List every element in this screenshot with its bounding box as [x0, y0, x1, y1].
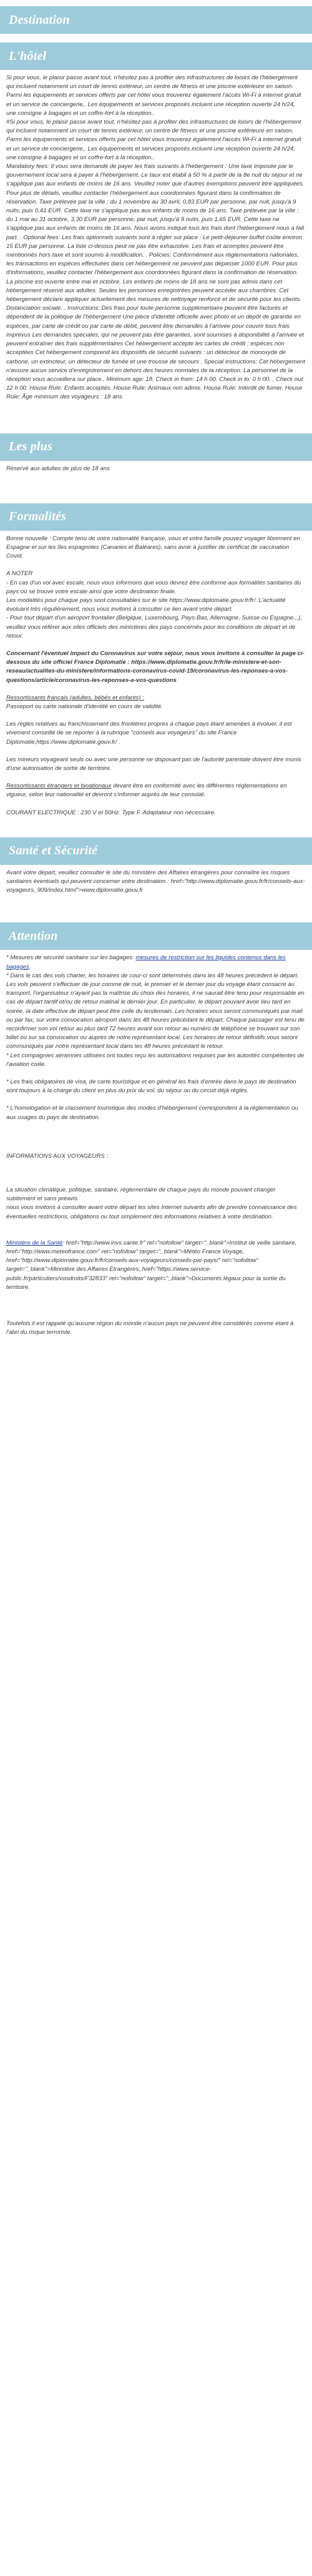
etrangers-body: devant être en conformité avec les différentes réglementations en vigueur, selon leur nationalité et devront s'informer auprès de leur consulat. — [6, 782, 287, 799]
ministere-sante-link[interactable]: Ministère de la Santé — [6, 1239, 63, 1246]
hotel-paragraph-3: Mandatory fees: Il vous sera demandé de payer les frais suivants à l'hébergement : Une taxe imposée par le gouvernement local sera à payer à l'hébergement. Le taux est établi à 50 % à partir de la 8e nuit du séjour et ne s'applique pas aux enfants de moins de 16 ans. Veuillez noter que d'autres exemptions peuvent être appliquées. Pour plus de détails, veuillez contacter l'hébergement aux coordonnées figurant dans la confirmation de réservation. Taxe prélevée par la ville : du 1 novembre au 30 avril, 0,83 EUR par personne, par nuit, jusqu'à 9 nuits, puis 0,41 EUR. Cette taxe ne s'applique pas aux enfants de moins de 16 ans. Taxe prélevée par la ville : du 1 mai au 31 octobre, 3,30 EUR par personne, par nuit, jusqu'à 9 nuits, puis 1,65 EUR. Cette taxe ne s'applique pas aux enfants de moins de 16 ans. Nous avons indiqué tous les frais dont l'hébergement nous a fait part. . Optional fees: Les frais optionnels suivants sont à régler sur place : Le petit-déjeuner buffet coûte environ 15 EUR par personne. La liste ci-dessus peut ne pas être exhaustive. Les frais et acomptes peuvent être mentionnés hors taxe et sont soumis à modification. . Policies: Conformément aux réglementations nationales, les transactions en espèces effectuées dans cet hébergement ne peuvent pas dépasser 1000 EUR. Pour plus d'informations, veuillez contacter l'hébergement aux coordonnées figurant dans la confirmation de réservation. La piscine est ouverte entre mai et octobre. Les enfants de moins de 18 ans ne sont pas admis dans cet hébergement réservé aux adultes. Seules les personnes enregistrées peuvent accéder aux chambres. Cet hébergement déclare appliquer actuellement des mesures de nettoyage renforcé et de sécurité pour les clients. Distanciation sociale. . Instructions: Des frais pour toute personne supplémentaire peuvent être facturés et dépendent de la politique de l'hébergement Une pièce d'identité officielle avec photo et un dépôt de garantie en espèces, par carte de crédit ou par carte de débit, peuvent être demandés à l'arrivée pour couvrir tous frais imprévus Les demandes spéciales, qui ne peuvent pas être garanties, sont soumises à disponibilité à l'arrivée et peuvent entraîner des frais supplémentaires Cet hébergement accepte les cartes de crédit ; espèces non acceptées Cet hébergement comprend les dispositifs de sécurité suivants : un détecteur de monoxyde de carbone, un extincteur, un détecteur de fumée et une trousse de secours . Special instructions: Cet hébergement n'assure aucun service d'enregistrement en dehors des heures normales de la réception. La personnel de la réception vous accueillera sur place.. Minimum age: 18. Check in from: 14 h 00. Check in to: 0 h 00. . Check out: 12 h 00. House Rule: Enfants acceptés. House Rule: Animaux non admis. House Rule: Interdit de fumer. House Rule: Âge minimum des voyageurs : 18 ans. — [6, 163, 305, 401]
section-header-formalites — [0, 503, 312, 531]
section-header-destination — [0, 6, 312, 34]
ministere-paragraph — [6, 1239, 306, 1292]
anoter-title: A NOTER — [6, 570, 33, 578]
ressortissants-body: Passeport ou carte nationale d'identité en cours de validité. — [6, 703, 163, 710]
etrangers-paragraph — [6, 782, 306, 799]
section-title-destination: Destination — [9, 12, 70, 27]
section-title-formalites: Formalités — [9, 510, 67, 524]
ressortissants-title: Ressortissants français (adultes, bébés et enfants) : — [6, 694, 144, 701]
sante-content — [0, 865, 312, 896]
section-title-sante: Santé et Sécurité — [9, 844, 98, 858]
frais-paragraph: * Les frais obligatoires de visa, de carte touristique et en général les frais d'entrée dans le pays de destination sont toujours à la charge du client en plus du prix du vol, du séjour ou du circuit déjà réglés. — [6, 1078, 296, 1095]
attention-content — [0, 950, 312, 1337]
mineurs-paragraph: Les mineurs voyageant seuls ou avec une personne ne disposant pas de l'autorité parentale doivent être munis d'une autorisation de sortie de territoire. — [6, 756, 301, 772]
regles-paragraph: Les règles relatives au franchissement des frontières propres à chaque pays étant amenées à évoluer, il est vivement conseillé de se reporter à la rubrique "conseils aux voyageurs" du site France Diplomatie,https://www.diplomatie.gouv.fr/ . — [6, 721, 292, 746]
ministere-rest: : href="http://www.invs.sante.fr" rel="nofollow" target="_blank">Institut de veille sanitaire, href="http://www.meteofrance.com" rel="nofollow" target="_blank">Météo France Voyage, href="http://www.diplomatie.gouv.fr/fr/conseils-aux-voyageurs/conseils-par-pays/" rel="nofollow" target="_blank">Ministère des Affaires Etrangères, href="https://www.service-public.fr/particuliers/vosdroits/F32833" rel="nofollow" target="_blank">Documents légaux pour la sortie du territoire. — [6, 1239, 297, 1291]
les-plus-content — [0, 461, 312, 473]
anoter-body: - En cas d'un vol avec escale, nous vous informons que vous devrez être conforme aux formalités sanitaires du pays où se trouve votre escale ainsi que votre destination finale. Les modalités pour chaque pays sont consultables sur le site https://www.diplomatie.gouv.fr/fr/. L'actualité évoluant très régulièrement, nous vous invitons à consulter ce lien avant votre départ. - Pour tout départ d'un aéroport frontalier (Belgique, Luxembourg, Pays-Bas, Allemagne, Suisse ou Espagne...), veuillez vous référer aux sites officiels des ministères des pays concernés pour les conditions de départ et de retour. — [6, 579, 302, 639]
mesures-link[interactable]: mesures de restriction sur les liquides contenus dans les bagages — [6, 954, 286, 970]
hotel-paragraph-1: Si pour vous, le plaisir passe avant tout, n'hésitez pas à profiter des infrastructures de loisirs de l'hébergement qui incluent notamment un court de tennis extérieur, un centre de fitness et une piscine extérieure en saison. Parmi les équipements et services offerts par cet hôtel vous trouverez également l'accès Wi-Fi à internet gratuit et un service de conciergerie,. Les équipements et services proposés incluent une réception ouverte 24 h/24, une consigne à bagages et un coffre-fort à la réception.. — [6, 74, 301, 117]
section-header-attention — [0, 922, 312, 950]
etrangers-title: Ressortissants étrangers et binationaux — [6, 782, 112, 790]
mesures-paragraph — [6, 954, 306, 971]
toutefois-paragraph: Toutefois il est rappelé qu'aucune région du monde n'aucun pays ne peuvent être considérés comme étant à l'abri du risque terroriste. — [6, 1320, 294, 1336]
coronavirus-notice: Concernant l'éventuel impact du Coronavirus sur votre séjour, nous vous invitons à consulter la page ci-dessous du site officiel France Diplomatie : https://www.diplomatie.gouv.fr/fr/le-ministere-et-son-reseau/actualites-du-ministere/informations-coronavirus-covid-19/coronavirus-les-reponses-a-vos-questions/article/coronavirus-les-reponses-a-vos-questions — [6, 649, 305, 684]
les-plus-paragraph: Réservé aux adultes de plus de 18 ans — [6, 465, 110, 472]
section-title-les-plus: Les plus — [9, 440, 52, 454]
sante-paragraph: Avant votre départ, veuillez consulter le site du ministère des Affaires étrangères pour connaître les risques sanitaires éventuels qui peuvent concerner votre destination : href="http://www.diplomatie.gouv.fr/fr/conseils-aux-voyageurs_909/index.html">www.diplomatie.gouv.fr — [6, 869, 305, 894]
hotel-paragraph-2: #Si pour vous, le plaisir passe avant tout, n'hésitez pas à profiter des infrastructures de loisirs de l'hébergement qui incluent notamment un court de tennis extérieur, un centre de fitness et une piscine extérieure en saison. Parmi les équipements et services offerts par cet hôtel vous trouverez également l'accès Wi-Fi à internet gratuit et un service de conciergerie,. Les équipements et services proposés incluent une réception ouverte 24 h/24, une consigne à bagages et un coffre-fort à la réception.. — [6, 119, 301, 161]
courant-electrique: COURANT ELECTRIQUE : 230 V et 50Hz. Type F. Adaptateur non nécessaire. — [6, 809, 216, 816]
situation-paragraph: La situation climatique, politique, sanitaire, réglementaire de chaque pays du monde pouvant changer subitement et sans préavis nous vous invitons à consulter avant votre départ les sites Internet suivants afin de prendre connaissance des éventuelles restrictions, obligations ou tout simplement des informations relatives à votre destination. — [6, 1187, 297, 1220]
section-title-attention: Attention — [9, 929, 58, 943]
infos-voyageurs-title: INFORMATIONS AUX VOYAGEURS : — [6, 1152, 109, 1160]
section-header-les-plus — [0, 433, 312, 461]
hotel-content — [0, 70, 312, 402]
horaires-paragraph: * Dans le cas des vols charter, les horaires de cour-ci sont déterminés dans les 48 heures précédent le départ. Les vols peuvent s'effectuer de jour comme de nuit, le premier et le dernier jour du voyage étant consacré au transport, l'organisateur n'ayant pas la maîtrise du choix des horaires, il ne saurait être tenu pour responsable en cas de départ tardif et/ou de retour matinal le dernier jour. En particulier, le départ pouvant avoir lieu tard en soirée, la date effective de départ peut être celle du lendemain. Les horaires vous seront communiqués par mail ou par fax, sur votre convocation aéroport dans les 48 heures précédant le départ. Chaque passager est tenu de reconfirmer son vol retour au plus tard 72 heures avant son retour au numéro de téléphone se trouvant sur son billet ou sur sa convocation ou auprès de notre représentant local. Les horaires de retour définitifs vous seront communiqués par notre représentant local dans les 48 heures précédant le retour. * Les compagnies aériennes utilisées ont toutes reçu les autorisations requises par les autorités compétentes de l'aviation civile. — [6, 972, 305, 1068]
section-header-sante — [0, 837, 312, 865]
section-title-hotel: L'hôtel — [9, 49, 47, 63]
formalites-intro: Bonne nouvelle : Compte tenu de votre nationalité française, vous et votre famille pouvez voyager librement en Espagne et sur les îles espagnoles (Canaries et Baléares), sans avoir à justifier de certificat de vaccination Covid. — [6, 535, 300, 560]
homologation-paragraph: * L'homologation et le classement touristique des modes d'hébergement correspondent à la réglementation ou aux usages du pays de destination. — [6, 1105, 298, 1121]
mesures-prefix: * Mesures de sécurité sanitaire sur les bagages: — [6, 954, 136, 962]
mesures-suffix: . — [29, 963, 31, 970]
section-header-hotel — [0, 42, 312, 70]
formalites-content — [0, 531, 312, 817]
